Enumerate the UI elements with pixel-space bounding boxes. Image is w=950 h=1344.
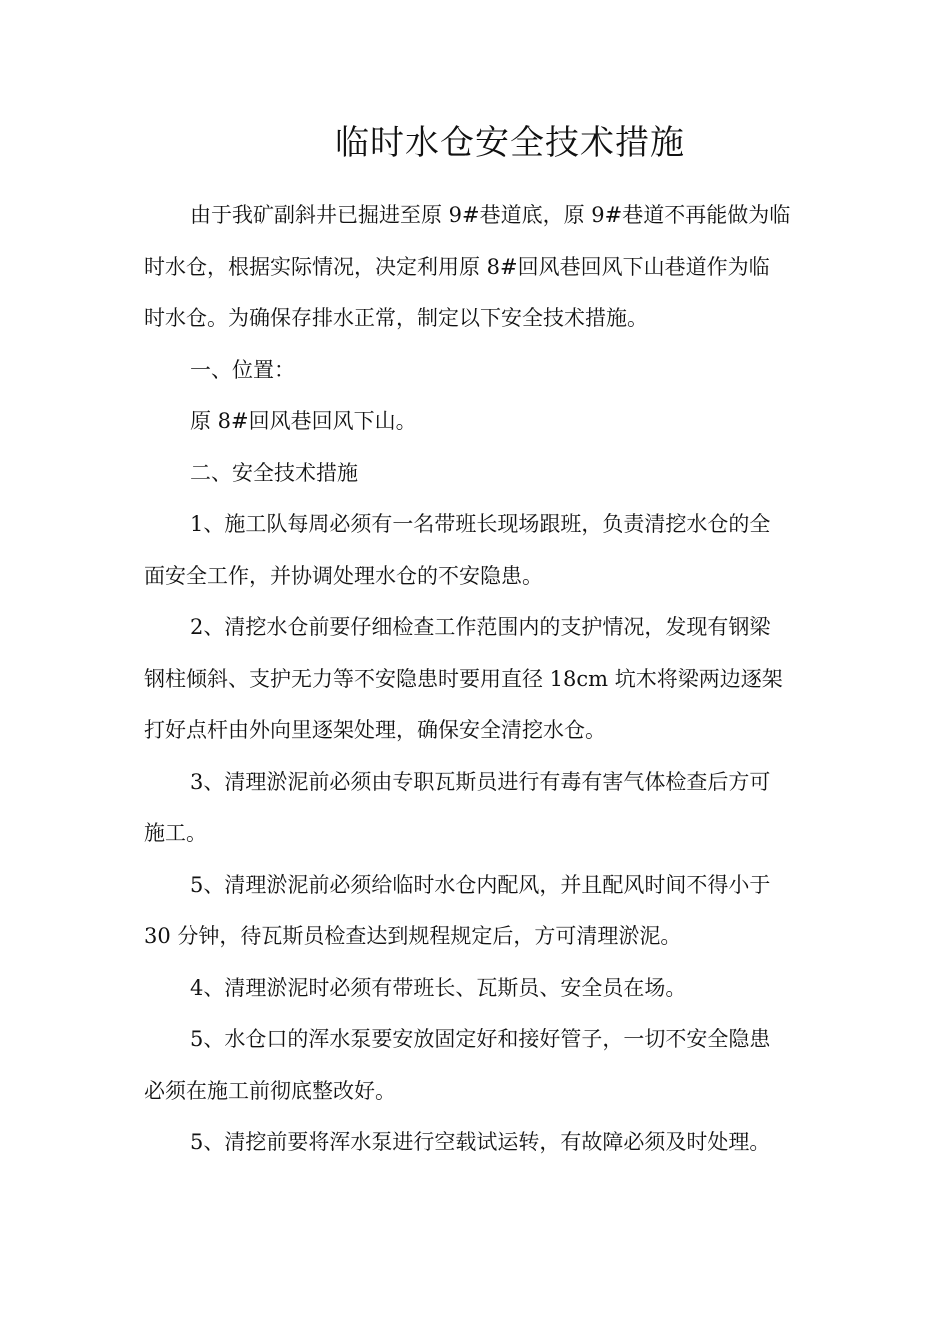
document-body xyxy=(144,190,806,1169)
list-item-line: 必须在施工前彻底整改好。 xyxy=(144,1078,396,1103)
list-item-line: 钢柱倾斜、支护无力等不安隐患时要用直径 18cm 坑木将梁两边逐架 xyxy=(144,666,783,691)
paragraph-line: 由于我矿副斜井已掘进至原 9#巷道底，原 9#巷道不再能做为临 xyxy=(190,203,791,227)
list-item-line: 面安全工作，并协调处理水仓的不安隐患。 xyxy=(144,563,543,588)
list-item-line: 打好点杆由外向里逐架处理，确保安全清挖水仓。 xyxy=(144,718,606,742)
section-heading: 二、安全技术措施 xyxy=(190,460,358,485)
list-item-line: 5、清挖前要将浑水泵进行空载试运转，有故障必须及时处理。 xyxy=(190,1130,771,1154)
paragraph-line: 原 8#回风巷回风下山。 xyxy=(190,409,417,433)
document-title: 临时水仓安全技术措施 xyxy=(335,123,685,163)
list-item-line: 4、清理淤泥时必须有带班长、瓦斯员、安全员在场。 xyxy=(190,975,687,1000)
list-item-line: 5、水仓口的浑水泵要安放固定好和接好管子，一切不安全隐患 xyxy=(190,1027,771,1051)
section-heading: 一、位置： xyxy=(190,357,295,382)
list-item-line: 施工。 xyxy=(144,821,207,845)
list-item-line: 1、施工队每周必须有一名带班长现场跟班，负责清挖水仓的全 xyxy=(190,512,771,536)
paragraph-line: 时水仓。为确保存排水正常，制定以下安全技术措施。 xyxy=(144,306,648,330)
list-item-line: 3、清理淤泥前必须由专职瓦斯员进行有毒有害气体检查后方可 xyxy=(190,769,771,794)
list-item-line: 2、清挖水仓前要仔细检查工作范围内的支护情况，发现有钢梁 xyxy=(190,615,771,639)
list-item-line: 30 分钟，待瓦斯员检查达到规程规定后，方可清理淤泥。 xyxy=(144,924,682,948)
list-item-line: 5、清理淤泥前必须给临时水仓内配风，并且配风时间不得小于 xyxy=(190,872,771,897)
paragraph-line: 时水仓，根据实际情况，决定利用原 8#回风巷回风下山巷道作为临 xyxy=(144,254,770,279)
